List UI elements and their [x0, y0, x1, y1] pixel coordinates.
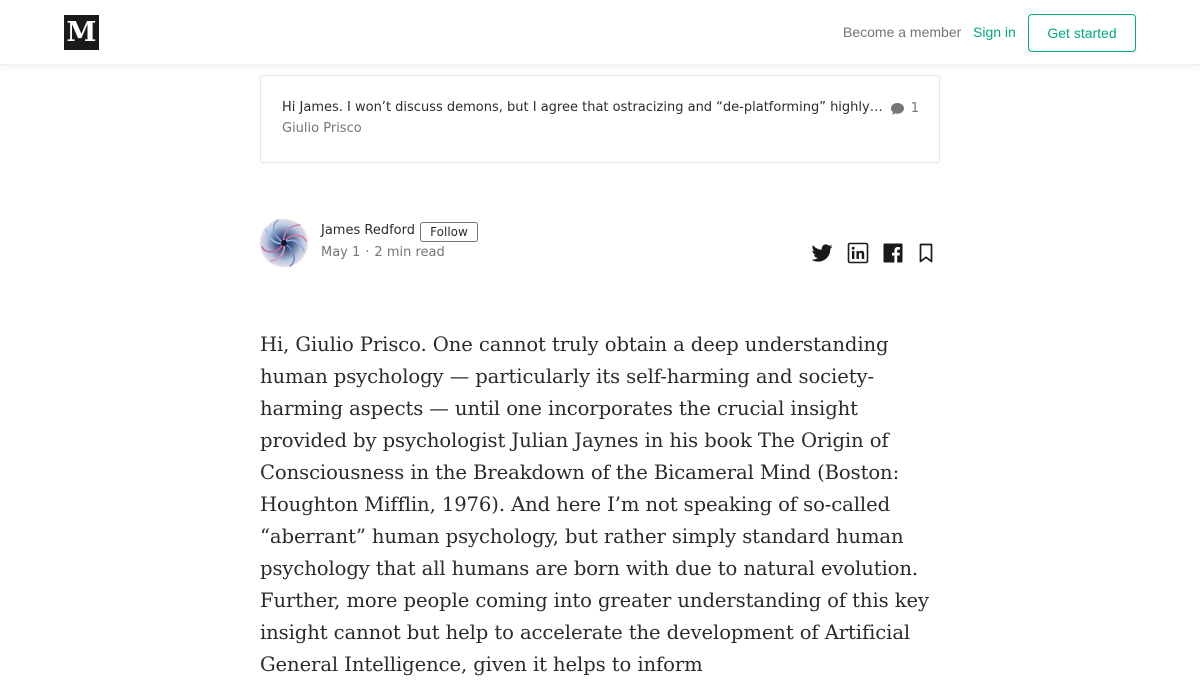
meta-separator: ·	[365, 245, 370, 260]
get-started-label: Get started	[1047, 25, 1117, 41]
post-date[interactable]: May 1	[321, 245, 361, 260]
top-nav-bar	[0, 0, 1200, 65]
speech-bubble-icon	[890, 102, 905, 116]
become-member-link[interactable]: Become a member	[843, 24, 962, 40]
author-avatar[interactable]	[260, 219, 308, 267]
linkedin-icon[interactable]	[846, 241, 870, 265]
follow-button[interactable]	[420, 222, 478, 242]
spiral-avatar-icon	[260, 219, 308, 267]
author-name[interactable]: James Redford	[321, 223, 415, 238]
logo-letter: M	[66, 17, 97, 48]
medium-logo[interactable]	[64, 15, 99, 50]
follow-label: Follow	[430, 225, 468, 239]
twitter-icon[interactable]	[810, 241, 834, 265]
parent-response-card[interactable]	[260, 75, 940, 163]
parent-response-excerpt: Hi James. I won’t discuss demons, but I agree that ostracizing and “de-platforming” highly…	[282, 100, 883, 115]
facebook-icon[interactable]	[881, 241, 905, 265]
bookmark-icon[interactable]	[914, 241, 938, 265]
response-count[interactable]	[890, 101, 919, 116]
parent-response-author: Giulio Prisco	[282, 121, 362, 136]
post-meta	[321, 245, 445, 260]
read-time: 2 min read	[374, 245, 445, 260]
response-count-value: 1	[910, 101, 919, 116]
sign-in-link[interactable]: Sign in	[973, 24, 1016, 40]
get-started-button[interactable]	[1028, 14, 1136, 52]
article-body-paragraph: Hi, Giulio Prisco. One cannot truly obtain a deep understanding human psychology — particularly its self-harming and society-harming aspects — until one incorporates the crucial insight provided by psychologist Julian Jaynes in his book The Origin of Consciousness in the Breakdown of the Bicameral Mind (Boston: Houghton Mifflin, 1976). And here I’m not speaking of so-called “aberrant” human psychology, but rather simply standard human psychology that all humans are born with due to natural evolution. Further, more people coming into greater understanding of this key insight cannot but help to accelerate the development of Artificial General Intelligence, given it helps to inform	[260, 333, 929, 676]
